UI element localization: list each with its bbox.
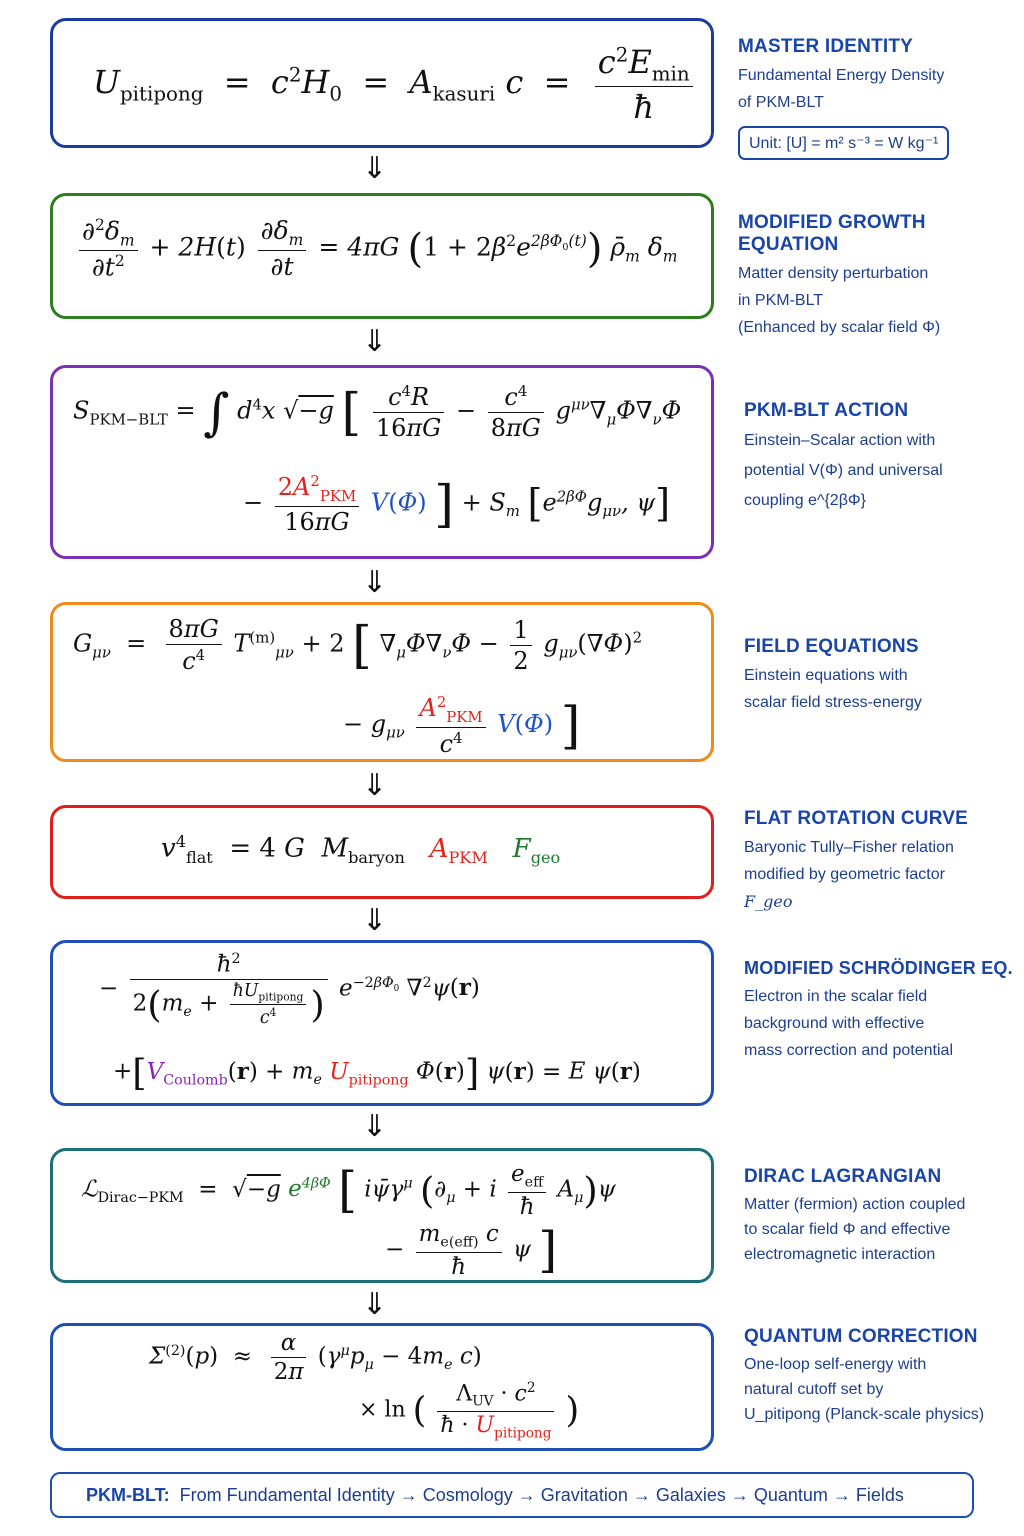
master-identity-equation: $U_{pitipong} = c^2H_0 = A_{kasuri}$ c = $\frac{c^2E_{min}}{ħ}$	[93, 43, 697, 126]
down-arrow-icon: ⇓	[362, 1287, 388, 1322]
side-label-master-identity	[738, 36, 1018, 160]
down-arrow-icon: ⇓	[362, 324, 388, 359]
side-label-schrodinger	[744, 958, 1024, 1064]
section-desc-line: mass correction and potential	[744, 1042, 953, 1059]
section-desc-line: of PKM-BLT	[738, 94, 824, 111]
section-desc-line: modified by geometric factor	[744, 866, 945, 883]
field-equations-line1: $G_{\mu\nu}$ = $\frac{8\pi G}{c^4}$ $T^{(m)}_{\mu\nu} + 2$ [ $\nabla_\mu\Phi\nabla_\nu\Phi$ − $\frac{1}{2}$ $g_{\mu\nu}(\nabla\Phi)^2$	[73, 615, 643, 675]
section-title: FLAT ROTATION CURVE	[744, 808, 969, 829]
section-desc-line: Fundamental Energy Density	[738, 67, 945, 84]
side-label-rotation-curve	[744, 808, 1024, 915]
section-desc-line: in PKM-BLT	[738, 292, 824, 309]
down-arrow-icon: ⇓	[362, 1109, 388, 1144]
quantum-correction-box	[50, 1323, 714, 1451]
rotation-curve-box	[50, 805, 714, 899]
quantum-line2: × ln ( $\frac{\Lambda_{UV} \cdot c^2}{ħ \cdot U_{pitipong}}$ )	[359, 1380, 580, 1442]
section-desc-line: natural cutoff set by	[744, 1381, 884, 1398]
section-desc-line: Matter density perturbation	[738, 265, 929, 282]
down-arrow-icon: ⇓	[362, 903, 388, 938]
action-equation-line2: − $\frac{2A^2_{PKM}}{16\pi G}$ V(Φ) ] + $S_m$ [$e^{2\beta\Phi}g_{\mu\nu}$, ψ]	[243, 472, 671, 536]
field-equations-box	[50, 602, 714, 762]
section-desc-line: U_pitipong (Planck-scale physics)	[744, 1406, 985, 1423]
section-desc-line: potential V(Φ) and universal	[744, 462, 943, 479]
section-title: MODIFIED SCHRÖDINGER EQ.	[744, 958, 1013, 978]
schrodinger-line2: $+[V_{Coulomb}(r) + m_e$ $U_{pitipong}$ Φ(r)] ψ(r) = E ψ(r)	[113, 1051, 641, 1094]
side-label-field-equations	[744, 636, 1024, 716]
schrodinger-line1: − $ħ^2$ $2(m_e$ + $\frac{ħU_{pitipong}}{c^4}$ ) $e^{-2\beta\Phi_0}$ ∇$^2$ψ(r)	[99, 951, 480, 1028]
master-identity-box	[50, 18, 714, 148]
section-desc-line: background with effective	[744, 1015, 925, 1032]
section-title: DIRAC LAGRANGIAN	[744, 1166, 942, 1187]
section-title: PKM-BLT ACTION	[744, 400, 909, 421]
field-equations-line2: − $g_{\mu\nu}$ $\frac{A^2_{PKM}}{c^4}$ V(Φ) ]	[343, 693, 581, 758]
growth-equation-box	[50, 193, 714, 319]
down-arrow-icon: ⇓	[362, 565, 388, 600]
section-title: QUANTUM CORRECTION	[744, 1326, 978, 1347]
section-desc-line: electromagnetic interaction	[744, 1246, 936, 1263]
section-title: MASTER IDENTITY	[738, 36, 914, 57]
down-arrow-icon: ⇓	[362, 151, 388, 186]
section-desc-line: Electron in the scalar field	[744, 988, 928, 1005]
section-desc-line: Einstein–Scalar action with	[744, 432, 936, 449]
schrodinger-box	[50, 940, 714, 1106]
quantum-line1: $\Sigma^{(2)}(p)$ ≈ $\frac{\alpha}{2\pi}$ ($\gamma^\mu p_\mu - 4m_e$ c)	[149, 1330, 482, 1385]
side-label-action	[744, 400, 1024, 516]
section-title: FIELD EQUATIONS	[744, 636, 919, 657]
growth-equation: $\frac{\partial^2\delta_m}{\partial t^2}$ + 2H(t) $\frac{\partial\delta_m}{\partial t}$ = 4πG $(1 + 2\beta^2e^{2\beta\Phi_0(t)})$ $\rhō_m$ $\delta_m$	[75, 216, 678, 282]
footer-text: From Fundamental Identity → Cosmology → Gravitation → Galaxies → Quantum → Fields	[179, 1485, 904, 1505]
footer-banner	[50, 1472, 974, 1518]
side-label-growth	[738, 212, 1018, 341]
section-desc-line: scalar field stress-energy	[744, 694, 922, 711]
section-desc-line: Baryonic Tully–Fisher relation	[744, 839, 954, 856]
section-desc-line: F_geo	[744, 892, 793, 911]
rotation-curve-equation: $v^4_{flat} = 4$ G $M_{baryon}$ $A_{PKM}$ $F_{geo}$	[161, 832, 561, 867]
action-equation-box	[50, 365, 714, 559]
side-label-dirac	[744, 1166, 1024, 1267]
dirac-lagrangian-box	[50, 1148, 714, 1283]
dirac-line2: − $\frac{m_{e(eff)} c}{ħ}$ ψ ]	[385, 1221, 558, 1280]
dirac-line1: ℒ$_{Dirac-PKM}$ = √−g $e^{4\beta\Phi}$ [ $i\psī\gamma^\mu$ ($\partial_\mu + i$ $\frac{e_{eff}}{ħ}$ $A_\mu)\psi$	[81, 1161, 616, 1220]
section-desc-line: Einstein equations with	[744, 667, 908, 684]
section-desc-line: One-loop self-energy with	[744, 1356, 927, 1373]
unit-badge: Unit: [U] = m² s⁻³ = W kg⁻¹	[738, 126, 949, 160]
section-desc-line: (Enhanced by scalar field Φ)	[738, 319, 941, 336]
section-title: MODIFIED GROWTH EQUATION	[738, 212, 926, 255]
action-equation-line1: $S_{PKM-BLT}$ = ∫ $d^4x$ √−g [ $\frac{c^4R}{16\pi G}$ − $\frac{c^4}{8\pi G}$ $g^{\mu\nu}\nabla_\mu\Phi\nabla_\nu\Phi$	[73, 382, 682, 442]
footer-label: PKM-BLT:	[86, 1485, 170, 1505]
section-desc-line: to scalar field Φ and effective	[744, 1221, 951, 1238]
down-arrow-icon: ⇓	[362, 768, 388, 803]
side-label-quantum	[744, 1326, 1024, 1427]
section-desc-line: coupling e^{2βΦ}	[744, 492, 867, 509]
section-desc-line: Matter (fermion) action coupled	[744, 1196, 966, 1213]
